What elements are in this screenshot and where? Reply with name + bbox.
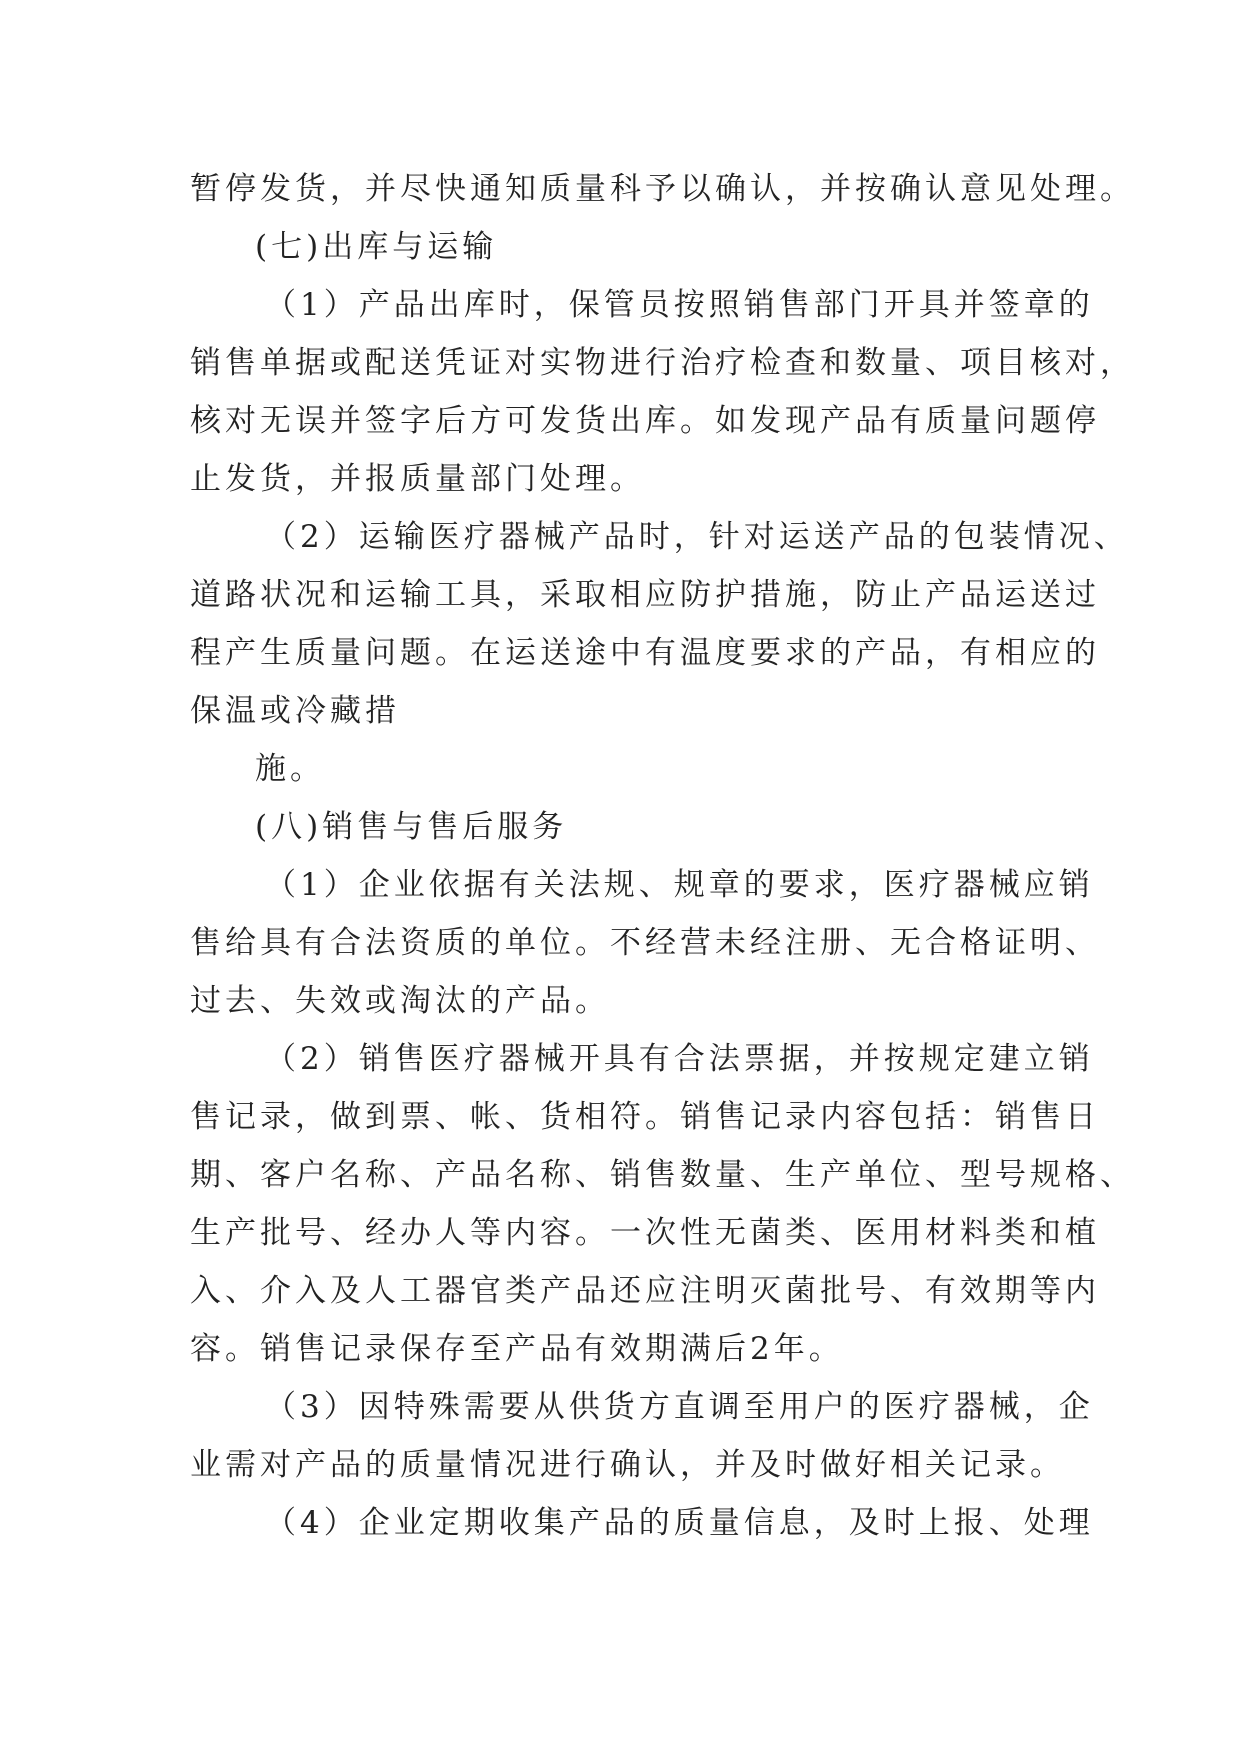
text-line: 容。销售记录保存至产品有效期满后2年。 bbox=[190, 1331, 844, 1367]
paragraph-start: （2）运输医疗器械产品时，针对运送产品的包装情况、 bbox=[265, 519, 1129, 555]
text-line: 过去、失效或淘汰的产品。 bbox=[190, 983, 610, 1019]
text-line: 业需对产品的质量情况进行确认，并及时做好相关记录。 bbox=[190, 1447, 1065, 1483]
paragraph-start: （3）因特殊需要从供货方直调至用户的医疗器械，企 bbox=[265, 1389, 1094, 1425]
text-line: 售给具有合法资质的单位。不经营未经注册、无合格证明、 bbox=[190, 925, 1100, 961]
text-line: 暂停发货，并尽快通知质量科予以确认，并按确认意见处理。 bbox=[190, 171, 1135, 207]
paragraph-start: （4）企业定期收集产品的质量信息，及时上报、处理 bbox=[265, 1505, 1094, 1541]
text-line: 期、客户名称、产品名称、销售数量、生产单位、型号规格、 bbox=[190, 1157, 1135, 1193]
text-line: 核对无误并签字后方可发货出库。如发现产品有质量问题停 bbox=[190, 403, 1100, 439]
paragraph-start: （1）企业依据有关法规、规章的要求，医疗器械应销 bbox=[265, 867, 1094, 903]
text-line: 道路状况和运输工具，采取相应防护措施，防止产品运送过 bbox=[190, 577, 1100, 613]
text-line: 生产批号、经办人等内容。一次性无菌类、医用材料类和植 bbox=[190, 1215, 1100, 1251]
text-line: 程产生质量问题。在运送途中有温度要求的产品，有相应的 bbox=[190, 635, 1100, 671]
paragraph-start: （2）销售医疗器械开具有合法票据，并按规定建立销 bbox=[265, 1041, 1094, 1077]
text-line: 销售单据或配送凭证对实物进行治疗检查和数量、项目核对， bbox=[190, 345, 1135, 381]
document-body bbox=[190, 160, 1135, 1552]
section-heading-7: (七)出库与运输 bbox=[255, 229, 498, 265]
text-line: 止发货，并报质量部门处理。 bbox=[190, 461, 645, 497]
section-heading-8: (八)销售与售后服务 bbox=[255, 809, 568, 845]
text-line: 保温或冷藏措 bbox=[190, 693, 400, 729]
paragraph-start: （1）产品出库时，保管员按照销售部门开具并签章的 bbox=[265, 287, 1094, 323]
text-line: 售记录，做到票、帐、货相符。销售记录内容包括：销售日 bbox=[190, 1099, 1100, 1135]
text-line: 入、介入及人工器官类产品还应注明灭菌批号、有效期等内 bbox=[190, 1273, 1100, 1309]
text-line: 施。 bbox=[255, 751, 325, 787]
